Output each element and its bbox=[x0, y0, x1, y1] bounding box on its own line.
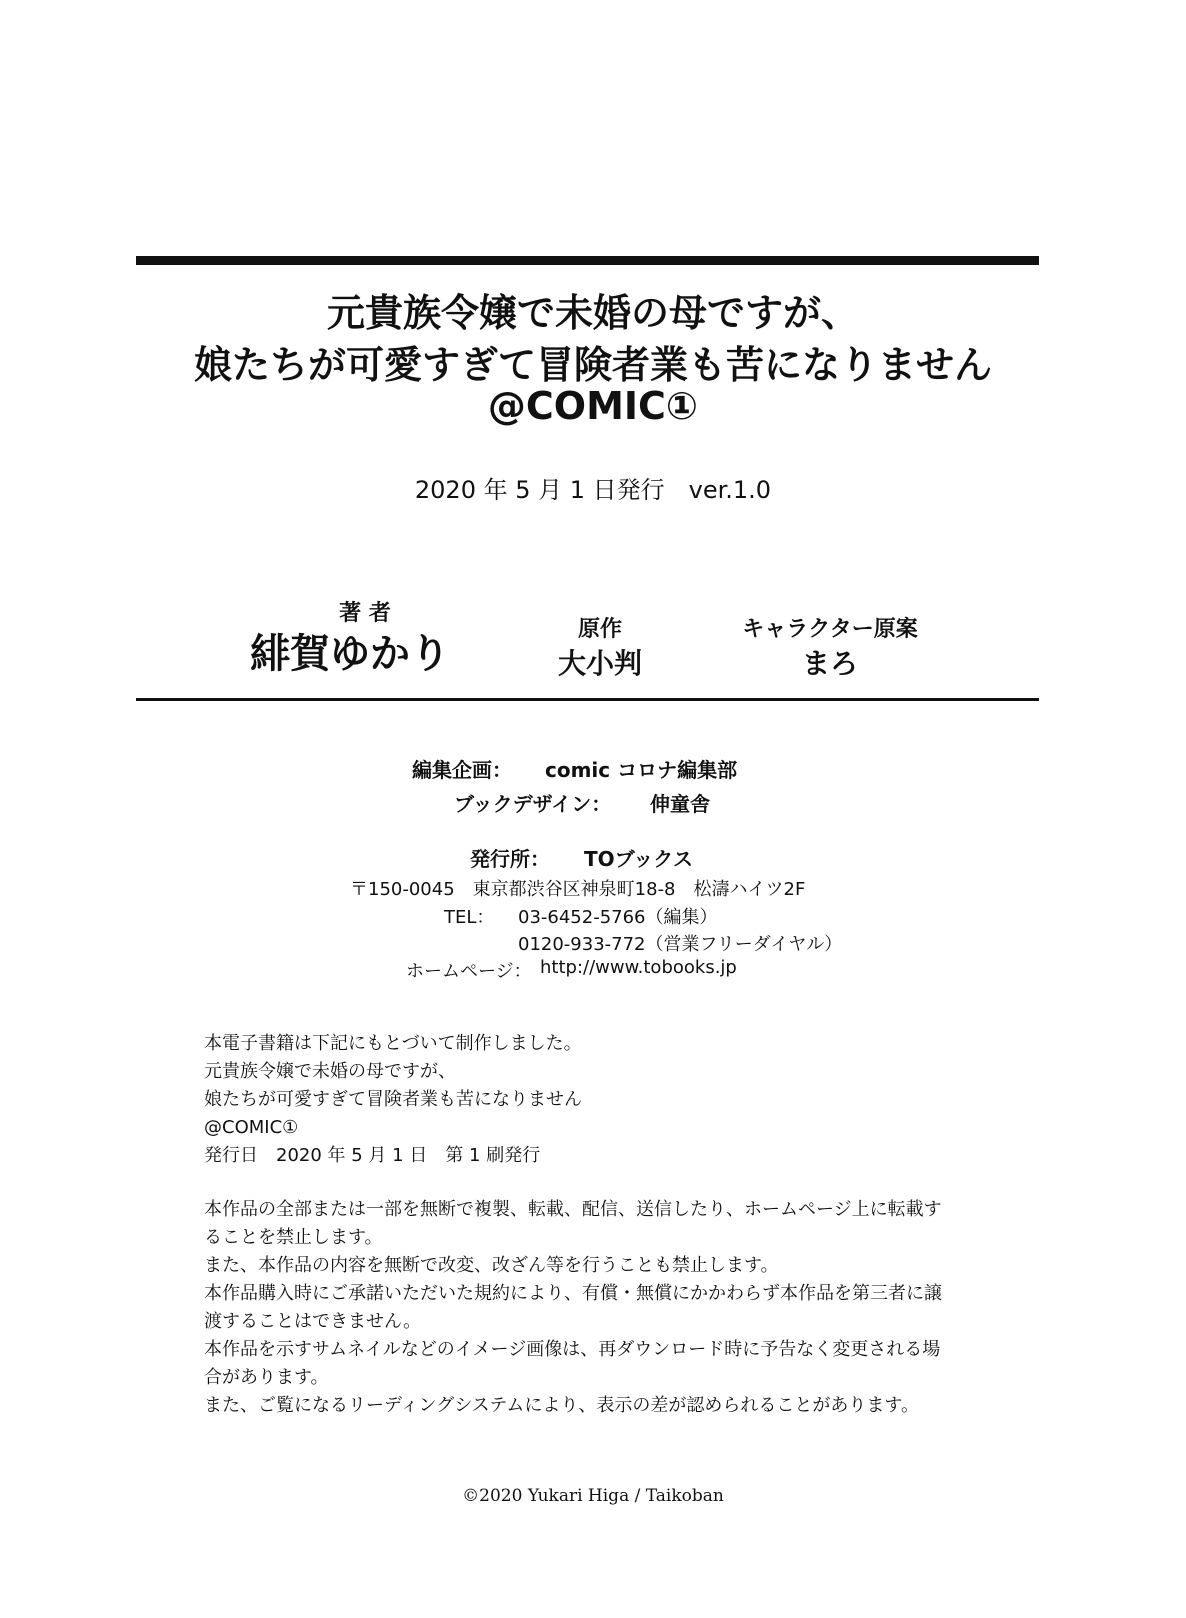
tel-label: TEL： bbox=[444, 907, 495, 928]
publisher-value: TOブックス bbox=[584, 847, 694, 871]
middle-rule bbox=[136, 698, 1039, 701]
original-name: 大小判 bbox=[557, 647, 642, 680]
edition-date: 2020 年 5 月 1 日発行 ver.1.0 bbox=[414, 476, 772, 504]
book-title-line2: 娘たちが可愛すぎて冒険者業も苦になりません bbox=[193, 343, 992, 387]
publisher-address: 〒150-0045 東京都渋谷区神泉町18-8 松濤ハイツ2F bbox=[350, 879, 806, 900]
homepage-url: http://www.tobooks.jp bbox=[540, 957, 737, 978]
original-label: 原作 bbox=[577, 617, 622, 642]
editing-label: 編集企画： bbox=[412, 758, 512, 782]
homepage-label: ホームページ： bbox=[406, 961, 532, 982]
source-line: 発行日 2020 年 5 月 1 日 第 1 刷発行 bbox=[204, 1145, 541, 1166]
author-label: 著 者 bbox=[339, 601, 391, 626]
design-value: 伸童舎 bbox=[650, 792, 710, 816]
book-title-line1: 元貴族令嬢で未婚の母ですが、 bbox=[326, 291, 859, 335]
tel-sales: 0120-933-772（営業フリーダイヤル） bbox=[518, 934, 843, 955]
notice-line: 本作品購入時にご承諾いただいた規約により、有償・無償にかかわらず本作品を第三者に譲 bbox=[204, 1283, 942, 1304]
notice-line: 本作品を示すサムネイルなどのイメージ画像は、再ダウンロード時に予告なく変更される場 bbox=[204, 1339, 941, 1360]
editing-value: comic コロナ編集部 bbox=[545, 758, 738, 782]
character-name: まろ bbox=[801, 647, 858, 680]
source-line: 元貴族令嬢で未婚の母ですが、 bbox=[204, 1061, 456, 1082]
notice-line: 合があります。 bbox=[204, 1367, 329, 1388]
source-line: 本電子書籍は下記にもとづいて制作しました。 bbox=[204, 1033, 582, 1054]
notice-line: ることを禁止します。 bbox=[204, 1227, 383, 1248]
publisher-label: 発行所： bbox=[470, 847, 550, 871]
notice-line: 本作品の全部または一部を無断で複製、転載、配信、送信したり、ホームページ上に転載す bbox=[204, 1199, 942, 1220]
source-line: 娘たちが可愛すぎて冒険者業も苦になりません bbox=[204, 1089, 582, 1110]
source-block bbox=[204, 1030, 582, 1170]
notice-line: また、本作品の内容を無断で改変、改ざん等を行うことも禁止します。 bbox=[204, 1255, 779, 1276]
source-line: @COMIC① bbox=[204, 1117, 299, 1138]
author-name: 緋賀ゆかり bbox=[250, 631, 450, 677]
copyright-notice: ©2020 Yukari Higa / Taikoban bbox=[462, 1486, 724, 1506]
notice-line: 渡することはできません。 bbox=[204, 1311, 422, 1332]
design-label: ブックデザイン： bbox=[454, 792, 612, 816]
book-title-line3: @COMIC① bbox=[487, 384, 699, 428]
top-rule bbox=[136, 256, 1039, 265]
tel-editorial: 03-6452-5766（編集） bbox=[518, 907, 718, 928]
notice-block bbox=[204, 1196, 942, 1420]
notice-line: また、ご覧になるリーディングシステムにより、表示の差が認められることがあります。 bbox=[204, 1395, 919, 1416]
character-label: キャラクター原案 bbox=[742, 617, 918, 642]
